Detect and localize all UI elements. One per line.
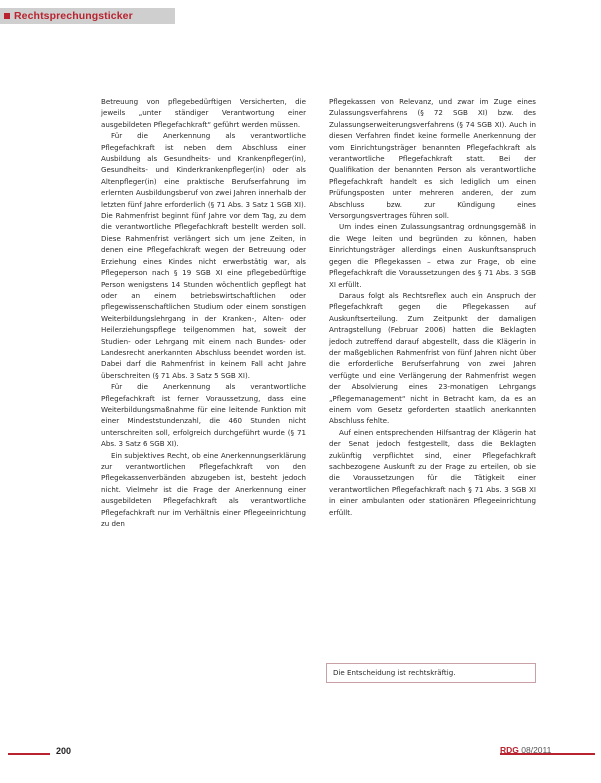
section-header [0, 8, 175, 24]
paragraph: Für die Anerkennung als verantwortliche Pflegefachkraft ist ferner Voraussetzung, dass eine Weiterbildungsmaßnahme für eine leitende Funktion mit einer Mindeststundenzahl, die 460 Stunden nicht unterschreiten soll, erfolgreich durchgeführt wurde (§ 71 Abs. 3 Satz 6 SGB XI). [101, 382, 306, 449]
paragraph: Auf einen entsprechenden Hilfsantrag der Klägerin hat der Senat jedoch festgestellt, dass die Beklagten zukünftig verpflichtet sind, einer Pflegefachkraft sachbezogene Auskunft zu der Frage zu erteilen, ob sie die Voraussetzungen für die Tätigkeit einer verantwortlichen Pflegefachkraft nach § 71 Abs. 3 SGB XI in einer ambulanten oder stationären Pflegeeinrichtung erfüllt. [329, 427, 536, 517]
page-number: 200 [56, 746, 72, 756]
issue-label [500, 745, 551, 755]
legal-status-note: Die Entscheidung ist rechtskräftig. [326, 663, 536, 683]
paragraph: Betreuung von pflegebedürftigen Versicherten, die jeweils „unter ständiger Verantwortung einer ausgebildeten Pflegefachkraft“ geführt werden müssen. [101, 97, 306, 129]
issue-number: 08/2011 [518, 745, 552, 755]
footer-rule-left [8, 753, 50, 755]
left-column [101, 96, 306, 529]
paragraph: Für die Anerkennung als verantwortliche Pflegefachkraft ist neben dem Abschluss einer Ausbildung als Gesundheits- und Krankenpfleger(in), Gesundheits- und Kinderkrankenpfleger(in) oder als Altenpfleger(in) eine praktische Berufserfahrung im erlernten Ausbildungsberuf von zwei Jahren innerhalb der letzten fünf Jahre erforderlich (§ 71 Abs. 3 Satz 1 SGB XI). Die Rahmenfrist beginnt fünf Jahre vor dem Tag, zu dem die verantwortliche Pflegefachkraft bestellt werden soll. Diese Rahmenfrist verlängert sich um jene Zeiten, in denen eine Pflegefachkraft wegen der Betreuung oder Erziehung eines Kindes nicht erwerbstätig war, als Pflegeperson nach § 19 SGB XI eine pflegebedürftige Person wenigstens 14 Stunden wöchentlich gepflegt hat oder an einem betriebswirtschaftlichen oder pflegewissenschaftlichen Studium oder einem sonstigen Weiterbildungslehrgang in der Kranken-, Alten- oder Heilerziehungspflege teilgenommen hat, soweit der Studien- oder Lehrgang mit einem nach Bundes- oder Landesrecht anerkannten Abschluss beendet worden ist. Dabei darf die Rahmenfrist in keinem Fall acht Jahre überschreiten (§ 71 Abs. 3 Satz 5 SGB XI). [101, 131, 306, 380]
paragraph: Ein subjektives Recht, ob eine Anerkennungserklärung zur verantwortlichen Pflegefachkraft von den Pflegekassenverbänden abzugeben ist, besteht jedoch nicht. Vielmehr ist die Frage der Anerkennung einer ausgebildeten Pflegefachkraft als verantwortliche Pflegefachkraft nur im Verhältnis einer Pflegeeinrichtung zu den [101, 450, 306, 529]
paragraph: Um indes einen Zulassungsantrag ordnungsgemäß in die Wege leiten und begründen zu können, haben Einrichtungsträger allerdings einen Auskunftsanspruch gegen die Pflegekassen – etwa zur Frage, ob eine Pflegefachkraft die Voraussetzungen des § 71 Abs. 3 SGB XI erfüllt. [329, 222, 536, 289]
right-column [329, 96, 536, 518]
paragraph: Daraus folgt als Rechtsreflex auch ein Anspruch der Pflegefachkraft gegen die Pflegekassen auf Auskunftserteilung. Zum Zeitpunkt der damaligen Antragstellung (Februar 2006) hatten die Beklagten jedoch zutreffend darauf abgestellt, dass die Klägerin in der maßgeblichen Rahmenfrist von fünf Jahren nicht über die erforderliche Berufserfahrung von zwei Jahren verfügte und eine Verlängerung der Rahmenfrist wegen der Absolvierung eines 23-monatigen Lehrgangs „Pflegemanagement“ nicht in Betracht kam, da es an einem vom Gesetz geforderten staatlich anerkannten Abschluss fehlte. [329, 290, 536, 426]
section-title: Rechtsprechungsticker [14, 10, 133, 22]
journal-abbreviation: RDG [500, 745, 519, 755]
header-accent-square [4, 13, 10, 19]
paragraph: Pflegekassen von Relevanz, und zwar im Zuge eines Zulassungsverfahrens (§ 72 SGB XI) bzw. des Zulassungserweiterungsverfahrens (§ 74 SGB XI). Auch in diesen Verfahren findet keine formelle Anerkennung der vom Einrichtungsträger benannten Pflegefachkraft als verantwortliche Pflegefachkraft statt. Bei der Qualifikation der benannten Person als verantwortliche Pflegefachkraft handelt es sich lediglich um einen Prüfungsposten unter mehreren anderen, der zum Abschluss bzw. zur Kündigung eines Versorgungsvertrages führen soll. [329, 97, 536, 221]
